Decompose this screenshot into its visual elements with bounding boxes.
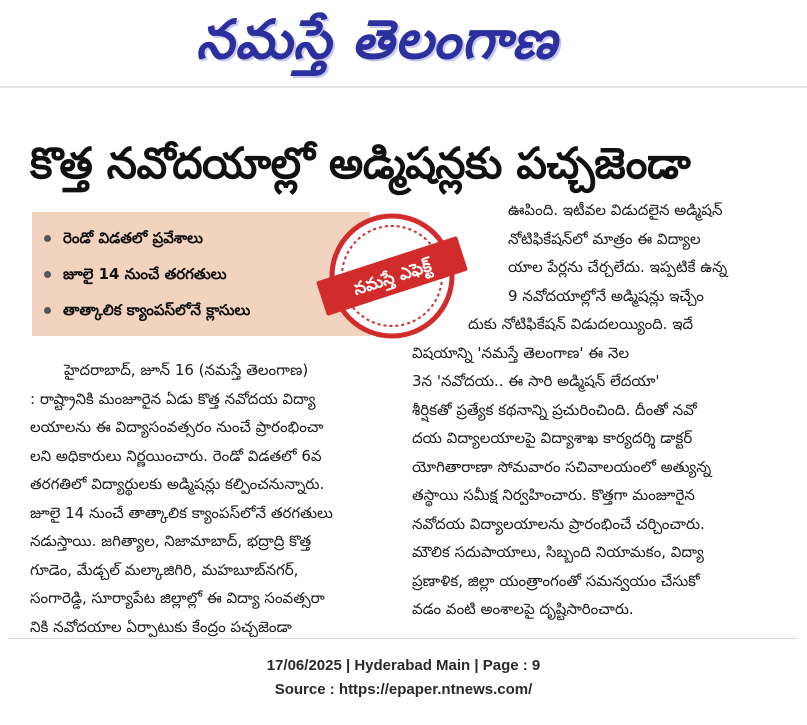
masthead [0, 0, 807, 82]
body-line: నోటిఫికేషన్‌లో మాత్రం ఈ విద్యాల [508, 229, 701, 248]
body-line: నడుస్తాయి. జగిత్యాల, నిజామాబాద్, భద్రాద్రి కొత్త [30, 532, 312, 550]
body-line: దుకు నోటిఫికేషన్ విడుదలయ్యింది. ఇదే [468, 315, 694, 333]
source-link[interactable]: Source : https://epaper.ntnews.com/ [274, 681, 533, 698]
body-line: లని అధికారులు నిర్ణయించారు. రెండో విడతలో 6వ [30, 446, 322, 465]
body-line: సంగారెడ్డి, సూర్యాపేట జిల్లాల్లో ఈ విద్యా సంవత్సరా [30, 589, 325, 607]
newspaper-logo: నమస్తే తెలంగాణ [196, 8, 558, 71]
body-line: : రాష్ట్రానికి మంజూరైన ఏడు కొత్త నవోదయ విద్యా [30, 389, 316, 408]
highlight-text: తాత్కాలిక క్యాంపస్‌లోనే క్లాసులు [63, 301, 251, 319]
body-line: 3న 'నవోదయ.. ఈ సారి అడ్మిషన్ లేదయా' [412, 372, 660, 390]
body-line: తరగతిలో విద్యార్థులకు అడ్మిషన్లు కల్పించనున్నారు. [30, 475, 325, 493]
right-column [412, 196, 790, 624]
body-line: దయ విద్యాలయాలపై విద్యాశాఖ కార్యదర్శి డాక్టర్ [412, 429, 693, 447]
body-line: విషయాన్ని 'నమస్తే తెలంగాణ' ఈ నెల [412, 343, 630, 362]
stamp-text: నమస్తే ఎఫెక్ట్ [351, 255, 435, 300]
body-line: ప్రణాళిక, జిల్లా యంత్రాంగంతో సమన్వయం చేసుకో [412, 571, 700, 590]
left-column [30, 356, 400, 641]
bullet-icon [44, 307, 51, 314]
footer-divider [8, 638, 798, 639]
bullet-icon [44, 271, 51, 278]
highlight-text: రెండో విడతలో ప్రవేశాలు [63, 229, 203, 247]
body-line: జూలై 14 నుంచే తాత్కాలిక క్యాంపస్‌లోనే తరగతులు [30, 503, 333, 522]
body-line: యోగితారాణా సోమవారం సచివాలయంలో అత్యున్న [412, 457, 712, 476]
body-line: లయాలను ఈ విద్యాసంవత్సరం నుంచే ప్రారంభించా [30, 418, 324, 436]
divider [0, 86, 807, 88]
body-line: మౌలిక సదుపాయాలు, సిబ్బంది నియామకం, విద్యా [412, 543, 704, 561]
body-line: 9 నవోదయాల్లోనే అడ్మిషన్లు ఇచ్చేం [508, 286, 704, 305]
article-headline: కొత్త నవోదయాల్లో అడ్మిషన్లకు పచ్చజెండా [30, 139, 691, 189]
highlight-text: జూలై 14 నుంచే తరగతులు [63, 265, 227, 283]
body-line: శీర్షికతో ప్రత్యేక కథనాన్ని ప్రచురించింది. దీంతో నవో [412, 400, 697, 419]
body-line: ఊపింది. ఇటీవల విడుదలైన అడ్మిషన్ [508, 201, 723, 219]
body-line: తస్థాయి సమీక్ష నిర్వహించారు. కొత్తగా మంజూరైన [412, 486, 695, 504]
footer [0, 654, 807, 702]
bullet-icon [44, 235, 51, 242]
body-line: నవోదయ విద్యాలయాలను ప్రారంభించే చర్చించారు. [412, 514, 705, 533]
body-line: యాల పేర్లను చేర్చలేదు. ఇప్పటికే ఉన్న [508, 258, 728, 276]
body-line: వడం వంటి అంశాలపై దృష్టిసారించారు. [412, 600, 634, 618]
dateline: హైదరాబాద్, జూన్ 16 (నమస్తే తెలంగాణ) [64, 361, 309, 379]
body-line: నికి నవోదయాల ఏర్పాటుకు కేంద్రం పచ్చజెండా [30, 617, 292, 636]
edition-info: 17/06/2025 | Hyderabad Main | Page : 9 [266, 657, 541, 674]
body-line: గూడెం, మేడ్చల్ మల్కాజిగిరి, మహబూబ్‌నగర్, [30, 560, 299, 579]
